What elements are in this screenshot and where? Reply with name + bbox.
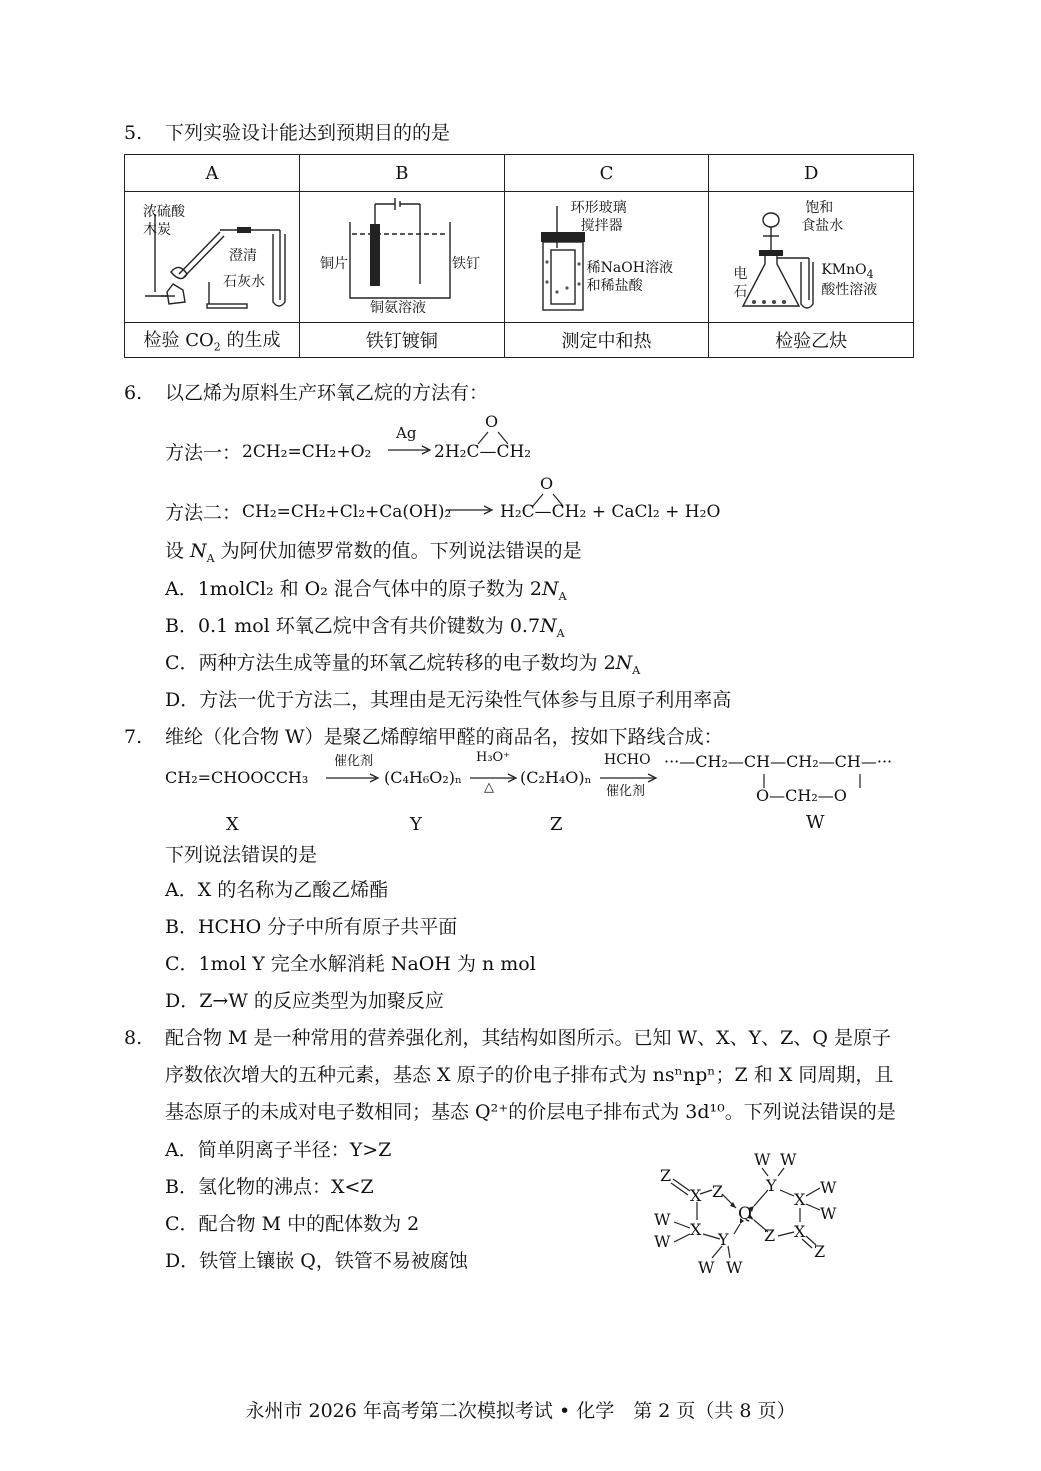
atom-w: W [780, 1150, 797, 1169]
q5-number: 5. [124, 122, 143, 144]
label-copper-sheet: 铜片 [320, 256, 348, 272]
q8-number: 8. [124, 1027, 143, 1049]
method1-epoxide-oxygen: O [485, 412, 499, 431]
step3-condition-top: HCHO [604, 752, 651, 768]
compound-w-ring: O—CH₂—O [756, 786, 847, 805]
label-stirrer: 搅拌器 [580, 218, 623, 234]
atom-w: W [754, 1150, 771, 1169]
label-iron-nail: 铁钉 [452, 256, 480, 272]
q7-option-c: C．1mol Y 完全水解消耗 NaOH 为 n mol [165, 953, 536, 975]
method2-products: H₂C—CH₂ + CaCl₂ + H₂O [500, 502, 721, 522]
atom-z: Z [814, 1242, 826, 1261]
q7-option-b: B．HCHO 分子中所有原子共平面 [165, 916, 458, 938]
q7-number: 7. [124, 726, 143, 748]
figure-b [300, 192, 505, 323]
q6-option-c: C．两种方法生成等量的环氧乙烷转移的电子数均为 $2N_A$ [165, 652, 641, 677]
header-a: A [125, 155, 300, 192]
caption-b: 铁钉镀铜 [300, 323, 505, 358]
method1-condition: Ag [396, 424, 417, 442]
q8-option-c: C．配合物 M 中的配体数为 2 [165, 1213, 420, 1235]
step2-condition-bottom: △ [484, 780, 494, 795]
q6-number: 6. [124, 382, 143, 404]
header-b: B [300, 155, 505, 192]
step3-condition-bottom: 催化剂 [606, 784, 646, 799]
atom-w: W [698, 1258, 715, 1277]
step3-arrow [600, 772, 658, 784]
atom-z: Z [764, 1226, 776, 1245]
q6-stem: 以乙烯为原料生产环氧乙烷的方法有： [165, 382, 489, 404]
atom-w: W [654, 1232, 671, 1251]
label-y: Y [410, 814, 422, 835]
q6-premise: 设 $N_A$ 为阿伏加德罗常数的值。下列说法错误的是 [165, 540, 582, 565]
complex-structure [640, 1146, 860, 1286]
label-calcium-carbide-1: 电 [733, 266, 748, 282]
label-calcium-carbide-2: 石 [733, 284, 748, 300]
q8-option-b: B．氢化物的沸点：X<Z [165, 1176, 374, 1198]
atom-x: X [794, 1190, 806, 1209]
q7-stem: 维纶（化合物 W）是聚乙烯醇缩甲醛的商品名，按如下路线合成： [165, 726, 723, 748]
q7-question: 下列说法错误的是 [165, 844, 318, 866]
q8-option-d: D．铁管上镶嵌 Q，铁管不易被腐蚀 [165, 1250, 468, 1272]
atom-w: W [820, 1178, 837, 1197]
label-dilute-naoh: 稀NaOH溶液 [586, 260, 673, 276]
q5-stem: 下列实验设计能达到预期目的的是 [165, 122, 451, 144]
caption-a: 检验 $CO_2$ 的生成 [125, 323, 300, 358]
atom-w: W [820, 1204, 837, 1223]
atom-x: X [690, 1220, 702, 1239]
atom-w: W [654, 1210, 671, 1229]
label-z: Z [550, 814, 563, 835]
compound-y-formula: (C₄H₆O₂)ₙ [384, 768, 462, 787]
atom-z: Z [712, 1182, 724, 1201]
atom-q: Q [738, 1204, 752, 1224]
method2-label: 方法二： [165, 502, 242, 524]
q6-option-b: B．0.1 mol 环氧乙烷中含有共价键数为 $0.7N_A$ [165, 615, 565, 640]
label-cuprammonium-solution: 铜氨溶液 [370, 300, 426, 316]
label-acidic-solution: 酸性溶液 [821, 282, 878, 298]
atom-z: Z [660, 1166, 672, 1185]
atom-y: Y [766, 1176, 777, 1195]
step2-condition-top: H₃O⁺ [476, 750, 511, 765]
method1-reactants: 2CH₂=CH₂+O₂ [242, 442, 372, 462]
q8-line-3: 基态原子的未成对电子数相同；基态 Q²⁺的价层电子排布式为 3d¹⁰。下列说法错误的是 [165, 1101, 896, 1123]
q7-option-a: A．X 的名称为乙酸乙烯酯 [165, 879, 389, 901]
header-d: D [709, 155, 914, 192]
caption-d: 检验乙炔 [709, 323, 914, 358]
experiment-table [124, 154, 914, 358]
q8-line-2: 序数依次增大的五种元素，基态 X 原子的价电子排布式为 nsⁿnpⁿ；Z 和 X 同周期，且 [165, 1064, 894, 1086]
step1-arrow [326, 772, 380, 784]
step2-arrow [470, 772, 518, 784]
method1-label: 方法一： [165, 442, 242, 464]
q8-option-a: A．简单阴离子半径：Y>Z [165, 1139, 392, 1161]
q6-option-d: D．方法一优于方法二，其理由是无污染性气体参与且原子利用率高 [165, 689, 732, 711]
label-saturated: 饱和 [805, 200, 834, 216]
label-kmno4: KMnO$_4$ [821, 262, 874, 281]
label-x: X [226, 814, 239, 835]
compound-x-formula: CH₂=CHOOCCH₃ [165, 768, 309, 787]
label-limewater: 石灰水 [223, 274, 265, 290]
method2-reactants: CH₂=CH₂+Cl₂+Ca(OH)₂ [242, 502, 452, 522]
method1-product: 2H₂C—CH₂ [434, 442, 532, 462]
label-conc-sulfuric-acid: 浓硫酸 [143, 204, 185, 220]
figure-a [125, 192, 300, 323]
method1-arrow [388, 444, 432, 456]
step1-condition: 催化剂 [334, 754, 374, 769]
atom-w: W [726, 1258, 743, 1277]
label-charcoal: 木炭 [143, 222, 171, 238]
label-dilute-hcl: 和稀盐酸 [586, 278, 643, 294]
figure-c [504, 192, 709, 323]
atom-x: X [690, 1186, 702, 1205]
label-clear: 澄清 [229, 248, 257, 264]
caption-c: 测定中和热 [504, 323, 709, 358]
header-c: C [504, 155, 709, 192]
q7-option-d: D．Z→W 的反应类型为加聚反应 [165, 990, 444, 1012]
figure-d [709, 192, 914, 323]
q6-option-a: A．1molCl₂ 和 O₂ 混合气体中的原子数为 $2N_A$ [165, 578, 567, 603]
compound-z-formula: (C₂H₄O)ₙ [520, 768, 592, 787]
compound-w-chain: ···—CH₂—CH—CH₂—CH—··· [664, 752, 893, 771]
atom-x: X [794, 1222, 806, 1241]
label-brine: 食盐水 [801, 218, 844, 234]
q8-line-1: 配合物 M 是一种常用的营养强化剂，其结构如图所示。已知 W、X、Y、Z、Q 是原子 [165, 1027, 891, 1049]
atom-y: Y [718, 1230, 729, 1249]
method2-epoxide-oxygen: O [540, 474, 554, 493]
label-w: W [806, 812, 825, 833]
method2-arrow [446, 504, 496, 516]
page-footer: 永州市 2026 年高考第二次模拟考试 • 化学 第 2 页（共 8 页） [245, 1400, 796, 1422]
label-ring-glass: 环形玻璃 [570, 200, 627, 216]
